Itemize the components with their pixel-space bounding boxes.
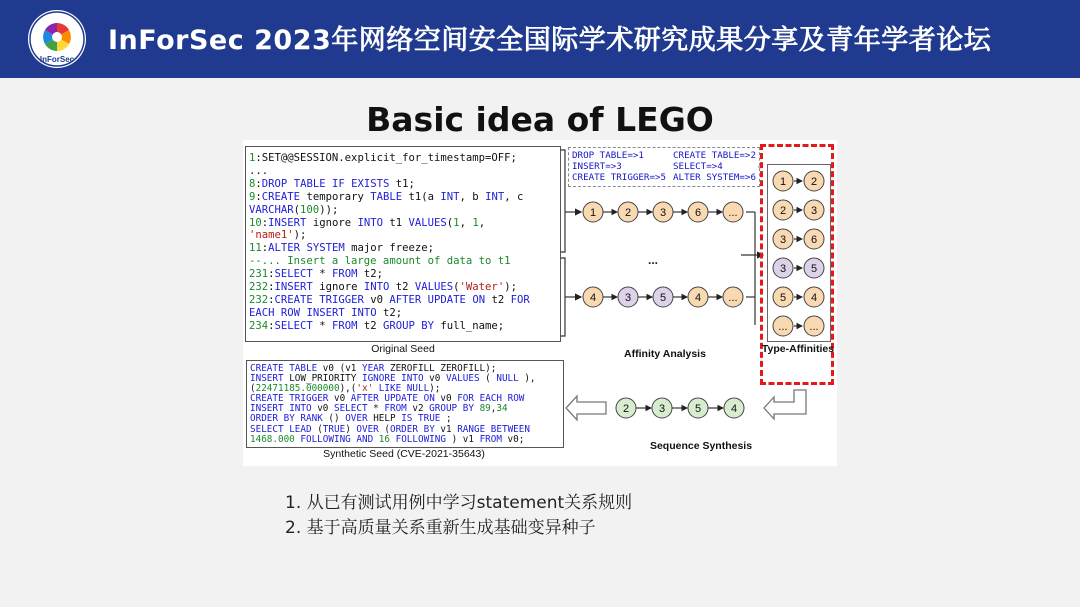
hollow-arrow-left — [566, 396, 606, 420]
affinity-node-label: 3 — [779, 263, 787, 275]
sequence-node-label: 4 — [694, 292, 702, 304]
code-line: INSERT INTO v0 SELECT * FROM v2 GROUP BY 89,34 — [250, 403, 508, 415]
sequence-node-label: 3 — [658, 403, 666, 415]
synthetic-seed-box — [246, 360, 564, 448]
synthesis-sequence — [616, 398, 744, 418]
sequence-ellipsis: ... — [647, 253, 659, 267]
code-line: 1468.000 FOLLOWING AND 16 FOLLOWING ) v1 FROM v0; — [250, 433, 525, 445]
slide-title: Basic idea of LEGO — [366, 100, 714, 139]
code-line: CREATE TABLE v0 (v1 YEAR ZEROFILL ZEROFILL); — [250, 363, 497, 374]
sequence-node-label: ... — [728, 292, 738, 304]
affinity-pair — [773, 316, 824, 336]
sequence-node-label: 3 — [624, 292, 632, 304]
code-line: ... — [249, 164, 269, 177]
affinity-node-label: 5 — [779, 292, 787, 304]
sequence-bottom — [583, 287, 743, 307]
bullet-item: 2. 基于高质量关系重新生成基础变异种子 — [285, 518, 596, 538]
sequence-node-label: 2 — [624, 207, 632, 219]
affinity-pair — [773, 287, 824, 307]
affinity-analysis-caption: Affinity Analysis — [624, 348, 706, 360]
type-affinities-box — [767, 164, 831, 342]
code-line: 232:INSERT ignore INTO t2 VALUES('Water'); — [249, 281, 517, 294]
inforsec-logo — [28, 10, 86, 68]
stmt-type-6: ALTER SYSTEM=>6 — [673, 172, 756, 183]
code-line: INSERT LOW_PRIORITY IGNORE INTO v0 VALUES ( NULL ), — [250, 373, 536, 385]
affinity-node-label: 2 — [779, 205, 787, 217]
code-line: --... Insert a large amount of data to t1 — [249, 255, 511, 268]
lego-figure — [243, 140, 837, 466]
stmt-type-5: CREATE TRIGGER=>5 — [572, 172, 667, 183]
sequence-node-label: ... — [728, 207, 738, 219]
code-line: (22471185.000000),('x' LIKE NULL); — [250, 383, 441, 395]
header-title: InForSec 2023年网络空间安全国际学术研究成果分享及青年学者论坛 — [108, 25, 992, 56]
sequence-node-label: 4 — [730, 403, 738, 415]
code-line: CREATE TRIGGER v0 AFTER UPDATE ON v0 FOR EACH ROW — [250, 393, 525, 405]
synthetic-seed-caption: Synthetic Seed (CVE-2021-35643) — [323, 448, 485, 460]
code-line: VARCHAR(100)); — [249, 203, 339, 216]
affinity-node-label: ... — [778, 321, 788, 333]
affinity-pair — [773, 200, 824, 220]
synthetic-seed-code — [250, 364, 536, 445]
sequence-node-label: 1 — [589, 207, 597, 219]
sequence-node-label: 2 — [622, 403, 630, 415]
sequence-top — [583, 202, 743, 222]
sequence-node-label: 6 — [694, 207, 702, 219]
original-seed-caption: Original Seed — [371, 343, 435, 355]
code-line: 231:SELECT * FROM t2; — [249, 268, 383, 281]
code-line: 232:CREATE TRIGGER v0 AFTER UPDATE ON t2 FOR — [249, 293, 530, 306]
stmt-type-1: DROP TABLE=>1 — [572, 150, 644, 161]
sequence-synthesis-caption: Sequence Synthesis — [649, 440, 753, 452]
affinity-pair — [773, 171, 824, 191]
type-affinities-pairs — [768, 165, 830, 341]
stmt-type-2: CREATE TABLE=>2 — [673, 150, 756, 161]
sequence-node-label: 5 — [659, 292, 667, 304]
code-line: 8:DROP TABLE IF EXISTS t1; — [249, 177, 415, 190]
affinity-node-label: 2 — [810, 176, 818, 188]
code-line: SELECT LEAD (TRUE) OVER (ORDER BY v1 RANGE BETWEEN — [250, 423, 530, 435]
logo-wordmark: InForSec — [39, 55, 75, 64]
affinity-node-label: 6 — [810, 234, 818, 246]
code-line: 10:INSERT ignore INTO t1 VALUES(1, 1, — [249, 216, 486, 229]
code-line: ORDER BY RANK () OVER HELP IS TRUE ; — [250, 413, 452, 425]
header-bar — [0, 0, 1080, 78]
affinity-node-label: 3 — [810, 205, 818, 217]
code-line: 1:SET@@SESSION.explicit_for_timestamp=OFF; — [249, 152, 517, 164]
code-line: 234:SELECT * FROM t2 GROUP BY full_name; — [249, 319, 505, 332]
stmt-type-3: INSERT=>3 — [572, 161, 622, 172]
type-affinities-caption — [761, 343, 835, 355]
brace-bottom — [561, 258, 565, 336]
sequence-node-label: 5 — [694, 403, 702, 415]
affinity-node-label: 5 — [810, 263, 818, 275]
affinity-node-label: 1 — [779, 176, 787, 188]
brace-top — [561, 150, 565, 252]
type-affinities-caption-text: Type-Affinities — [761, 343, 835, 355]
affinity-node-label: 4 — [810, 292, 818, 304]
code-line: 9:CREATE temporary TABLE t1(a INT, b INT, c — [249, 190, 524, 203]
stmt-type-4: SELECT=>4 — [673, 161, 723, 172]
affinity-node-label: 3 — [779, 234, 787, 246]
bullet-list — [285, 491, 632, 541]
affinity-pair — [773, 258, 824, 278]
affinity-node-label: ... — [809, 321, 819, 333]
sequence-node-label: 3 — [659, 207, 667, 219]
sequence-node-label: 4 — [589, 292, 597, 304]
affinity-pair — [773, 229, 824, 249]
code-line: 'name1'); — [249, 229, 307, 242]
bullet-item: 1. 从已有测试用例中学习statement关系规则 — [285, 493, 633, 513]
code-line: EACH ROW INSERT INTO t2; — [249, 306, 403, 319]
code-line: 11:ALTER SYSTEM major freeze; — [249, 242, 435, 255]
hollow-arrow-down — [764, 390, 806, 419]
